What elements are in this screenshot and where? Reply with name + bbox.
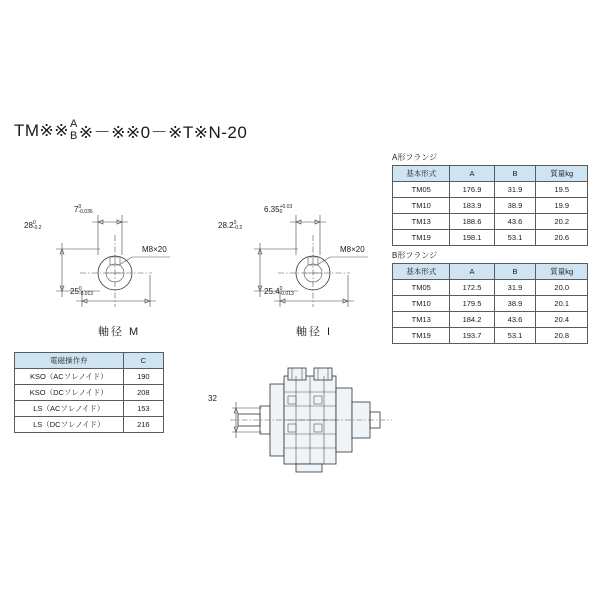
table-row: TM10 179.5 38.9 20.1 xyxy=(393,296,588,312)
assembly-drawing xyxy=(208,362,402,482)
col-header: B xyxy=(494,264,536,280)
model-code-prefix: TM※※ xyxy=(14,120,70,140)
model-code-suffix: ※－※※0－※T※N-20 xyxy=(78,123,248,142)
shaft-m-caption: 軸径 M xyxy=(98,326,141,338)
bottom-port xyxy=(296,464,322,472)
solenoid-left xyxy=(288,368,306,380)
table-row: TM13 184.2 43.6 20.4 xyxy=(393,312,588,328)
flange-b-table xyxy=(392,263,588,344)
model-code-b: B xyxy=(70,129,78,142)
model-code-ab-stack xyxy=(70,119,78,142)
dim-left-value-m: 28 0 -0.2 xyxy=(24,220,42,231)
thread-label-i: M8×20 xyxy=(340,245,365,254)
col-header: 基本形式 xyxy=(393,166,450,182)
col-header: 質量kg xyxy=(536,166,588,182)
table-row: TM19 193.7 53.1 20.8 xyxy=(393,328,588,344)
dim-bottom-value-m: 25 0 -0.013 xyxy=(70,286,94,297)
flange-a-table xyxy=(392,165,588,246)
dim-bottom-value-i: 25.4 0 -0.013 xyxy=(264,286,294,297)
shaft-i-caption: 軸径 I xyxy=(296,326,333,338)
table-row: LS（DCソレノイド） 216 xyxy=(15,417,164,433)
col-header: 質量kg xyxy=(536,264,588,280)
shaft-m-drawing xyxy=(20,195,190,315)
solenoid-valve-table xyxy=(14,352,164,433)
shaft-i-drawing xyxy=(218,195,388,315)
flange-b-title: B形フランジ xyxy=(392,251,438,260)
table-row: LS（ACソレノイド） 153 xyxy=(15,401,164,417)
assembly-dim-left: 32 xyxy=(208,394,217,403)
dim-left-value-i: 28.2 0 -0.2 xyxy=(218,220,243,231)
solenoid-right xyxy=(314,368,332,380)
model-code xyxy=(14,118,247,143)
flange-a-table-block xyxy=(392,152,588,246)
thread-label-m: M8×20 xyxy=(142,245,167,254)
table-row: TM10 183.9 38.9 19.9 xyxy=(393,198,588,214)
table-row: KSO（DCソレノイド） 208 xyxy=(15,385,164,401)
flange-b-table-block xyxy=(392,250,588,344)
table-row: TM05 176.9 31.9 19.5 xyxy=(393,182,588,198)
col-header: B xyxy=(494,166,536,182)
col-header: A xyxy=(450,166,494,182)
dim-top-value-i: 6.35 +0.03 0 xyxy=(264,204,293,215)
thread-leader xyxy=(119,257,132,265)
solenoid-valve-table-block xyxy=(14,352,164,433)
table-row: TM05 172.5 31.9 20.0 xyxy=(393,280,588,296)
col-header: 電磁操作弁 xyxy=(15,353,124,369)
table-row: TM19 198.1 53.1 20.6 xyxy=(393,230,588,246)
table-header-row xyxy=(393,264,588,280)
table-row: KSO（ACソレノイド） 190 xyxy=(15,369,164,385)
thread-leader xyxy=(317,257,330,265)
table-row: TM13 188.6 43.6 20.2 xyxy=(393,214,588,230)
col-header: 基本形式 xyxy=(393,264,450,280)
flange-a-title: A形フランジ xyxy=(392,153,438,162)
col-header: C xyxy=(123,353,163,369)
model-code-a: A xyxy=(70,117,78,130)
col-header: A xyxy=(450,264,494,280)
table-header-row xyxy=(393,166,588,182)
table-header-row xyxy=(15,353,164,369)
dim-top-value-m: 7 0 -0.036 xyxy=(74,204,93,215)
